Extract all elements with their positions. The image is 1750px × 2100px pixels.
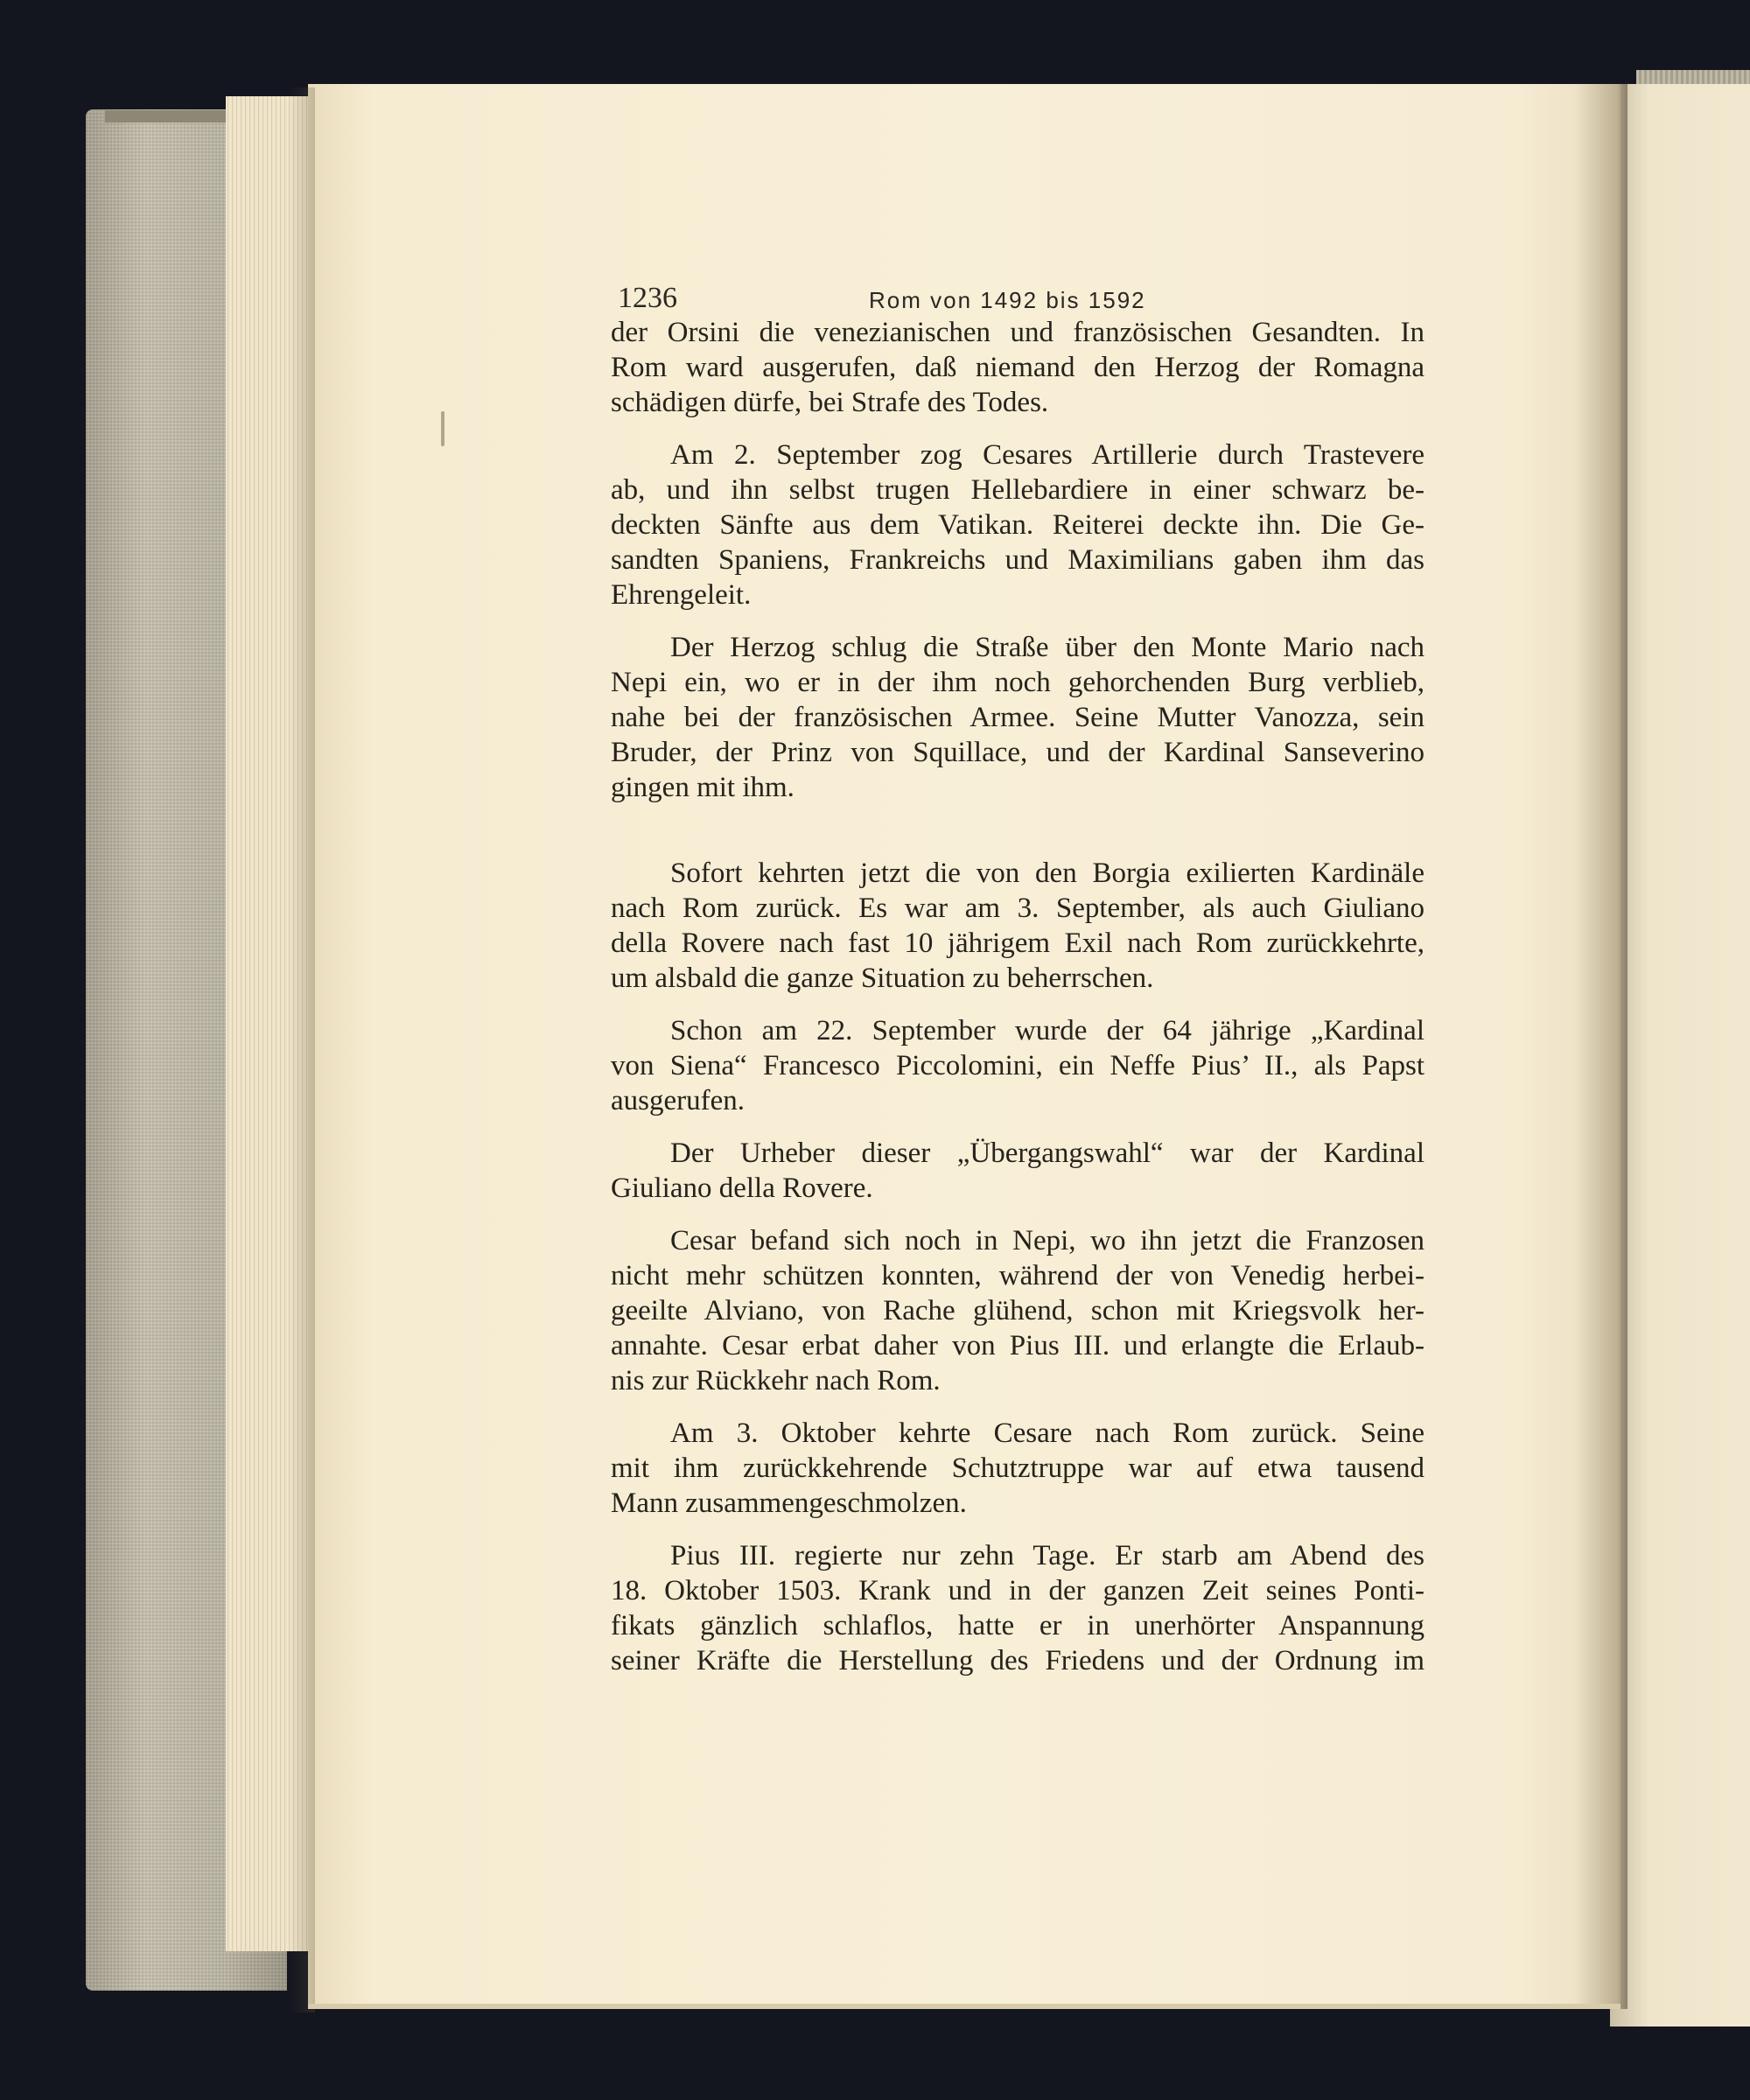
paragraph	[611, 315, 1424, 420]
text-line: nahe bei der französischen Armee. Seine Mutter Vanozza, sein	[611, 702, 1424, 733]
text-line: Sofort kehrten jetzt die von den Borgia exilierten Kardinäle	[670, 858, 1424, 889]
running-title: Rom von 1492 bis 1592	[869, 287, 1146, 313]
page-edge-shadow	[289, 88, 315, 2012]
text-line: Rom ward ausgerufen, daß niemand den Herzog der Romagna	[611, 352, 1424, 383]
text-line: annahte. Cesar erbat daher von Pius III. und erlangte die Erlaub-	[611, 1330, 1424, 1362]
page-number: 1236	[618, 282, 677, 314]
text-line: gingen mit ihm.	[611, 772, 794, 803]
section-gap	[611, 822, 1424, 856]
text-line: mit ihm zurückkehrende Schutztruppe war auf etwa tausend	[611, 1452, 1424, 1484]
text-line: Am 2. September zog Cesares Artillerie durch Trastevere	[670, 439, 1424, 471]
text-line: sandten Spaniens, Frankreichs und Maximilians gaben ihm das	[611, 544, 1424, 576]
text-line: della Rovere nach fast 10 jährigem Exil nach Rom zurückkehrte,	[611, 928, 1424, 959]
text-line: der Orsini die venezianischen und französischen Gesandten. In	[611, 317, 1424, 348]
paragraph	[611, 856, 1424, 996]
text-line: Der Urheber dieser „Übergangswahl“ war der Kardinal	[670, 1138, 1424, 1169]
facing-page	[1610, 84, 1750, 2026]
text-line: Mann zusammengeschmolzen.	[611, 1488, 967, 1519]
text-line: Der Herzog schlug die Straße über den Monte Mario nach	[670, 632, 1424, 663]
text-line: Bruder, der Prinz von Squillace, und der Kardinal Sanseverino	[611, 737, 1424, 768]
text-line: ausgerufen.	[611, 1085, 746, 1116]
text-line: deckten Sänfte aus dem Vatikan. Reiterei deckte ihn. Die Ge-	[611, 509, 1424, 541]
paragraph	[611, 1223, 1424, 1398]
text-line: Am 3. Oktober kehrte Cesare nach Rom zurück. Seine	[670, 1418, 1424, 1449]
text-line: Ehrengeleit.	[611, 579, 752, 611]
text-line: schädigen dürfe, bei Strafe des Todes.	[611, 387, 1049, 418]
text-line: von Siena“ Francesco Piccolomini, ein Neffe Pius’ II., als Papst	[611, 1050, 1424, 1082]
running-head	[611, 262, 1424, 315]
text-line: nis zur Rückkehr nach Rom.	[611, 1365, 941, 1396]
text-line: 18. Oktober 1503. Krank und in der ganzen Zeit seines Ponti-	[611, 1575, 1424, 1606]
text-line: ab, und ihn selbst trugen Hellebardiere in einer schwarz be-	[611, 474, 1424, 506]
paragraph	[611, 1136, 1424, 1206]
margin-mark	[441, 411, 444, 446]
text-line: um alsbald die ganze Situation zu beherrschen.	[611, 962, 1154, 994]
paragraph	[611, 1538, 1424, 1678]
paragraph	[611, 1013, 1424, 1118]
text-line: Schon am 22. September wurde der 64 jährige „Kardinal	[670, 1015, 1424, 1046]
paragraph	[611, 1416, 1424, 1521]
text-line: Nepi ein, wo er in der ihm noch gehorchenden Burg verblieb,	[611, 667, 1424, 698]
text-line: nach Rom zurück. Es war am 3. September, als auch Giuliano	[611, 892, 1424, 924]
text-line: Pius III. regierte nur zehn Tage. Er starb am Abend des	[670, 1540, 1424, 1572]
page-bottom-edge	[308, 2004, 1620, 2009]
text-line: seiner Kräfte die Herstellung des Friedens und der Ordnung im	[611, 1645, 1424, 1676]
text-line: nicht mehr schützen konnten, während der von Venedig herbei-	[611, 1260, 1424, 1292]
page-gutter-shadow	[1575, 84, 1628, 2009]
text-line: fikats gänzlich schlaflos, hatte er in unerhörter Anspannung	[611, 1610, 1424, 1642]
paragraph	[611, 438, 1424, 612]
text-line: geeilte Alviano, von Rache glühend, schon mit Kriegsvolk her-	[611, 1295, 1424, 1326]
text-line: Giuliano della Rovere.	[611, 1172, 873, 1204]
text-line: Cesar befand sich noch in Nepi, wo ihn jetzt die Franzosen	[670, 1225, 1424, 1256]
paragraph	[611, 630, 1424, 805]
page-text-block	[611, 262, 1424, 1696]
